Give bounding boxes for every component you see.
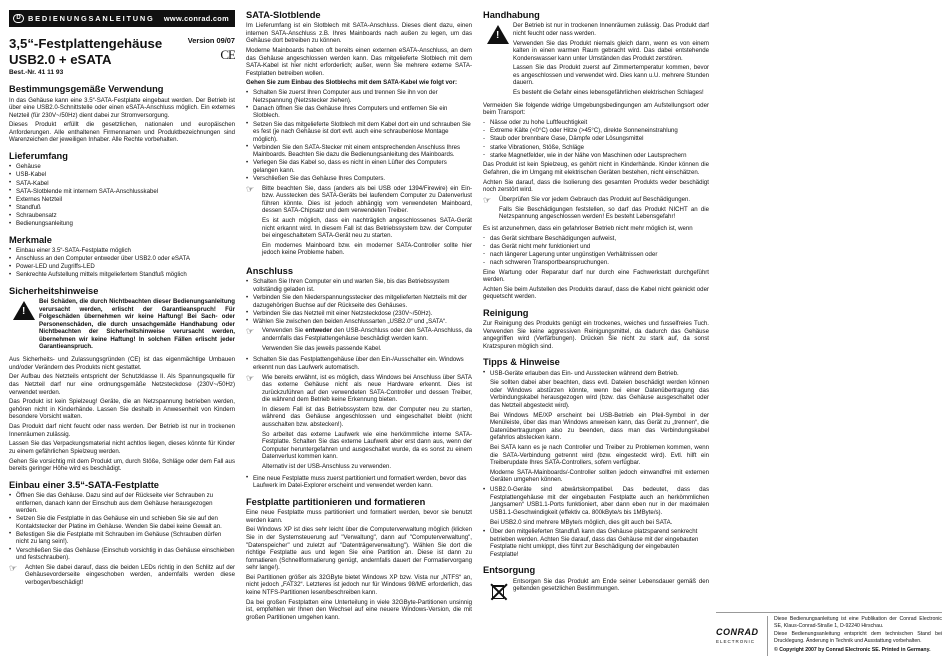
banner-title: BEDIENUNGSANLEITUNG (28, 13, 155, 23)
list-item: • SATA-Slotblende mit internem SATA-Anschlusskabel (9, 188, 235, 196)
safety-warning (9, 298, 235, 353)
heading-tips: Tipps & Hinweise (483, 357, 560, 368)
list-item: • Power-LED und Zugriffs-LED (9, 263, 235, 271)
note-text: Ein modernes Mainboard bzw. ein moderner SATA-Controller sollte hier jedoch keine Probleme haben. (262, 241, 472, 257)
list-item: • Externes Netzteil (9, 196, 235, 204)
list-item: • USB-Geräte erlauben das Ein- und Ausstecken während dem Betrieb. Sie sollten dabei aber beachten, dass evtl. Dateien beschädigt werden können oder Windows abstürzen könnte, wenn bei einer Datenübertragung das Verbindungskabel herausgezogen wird (bzw. das Gehäuse ausgeschaltet oder das Netzteil abgesteckt wird). Bei Windows ME/XP erscheint bei USB-Betrieb ein Pfeil-Symbol in der Menüleiste, über das man Windows anweisen kann, das Gerät zu „trennen“, die Datenübertragungen also zu beenden, dass man das Verbindungskabel gefahrlos abstecken kann. Bei SATA kann es je nach Controller und Treiber zu Problemen kommen, wenn die SATA-Verbindung getrennt wird (bzw. eingesteckt wird). Evtl. hilft ein Treiberupdate Ihres SATA-Controllers, sofern verfügbar. Moderne SATA-Mainboards/-Controller sollten jedoch einwandfrei mit externen Geräten umgehen können. (483, 370, 709, 484)
list-item: • Einbau einer 3.5“-SATA-Festplatte möglich (9, 247, 235, 255)
product-title-line2: USB2.0 + eSATA (9, 51, 112, 67)
list-item: • Standfuß (9, 204, 235, 212)
product-title-line1: 3,5“-Festplattengehäuse (9, 36, 163, 51)
list-item: • Verbinden Sie das Netzteil mit einer Netzsteckdose (230V~/50Hz). (246, 310, 472, 318)
danger-list (483, 235, 709, 267)
safety-warning-text: Bei Schäden, die durch Nichtbeachten dieser Bedienungsanleitung verursacht werden, erlischt der Garantieanspruch! Für Folgeschäden übernehmen wir keine Haftung! Bei Sach- oder Personenschäden, die durch unsachgemäße Handhabung oder Nichtbeachten der Sicherheitshinweise verursacht werden, übernehmen wir keine Haftung! In solchen Fällen erlischt jeder Garantieanspruch. (39, 298, 235, 351)
pointing-hand-icon: ☞ (483, 194, 492, 205)
paragraph: Lassen Sie das Produkt zuerst auf Zimmertemperatur kommen, bevor es angeschlossen und verwendet wird. Dies kann u.U. mehrere Stunden dauern. (513, 64, 709, 87)
note-text: Achten Sie dabei darauf, dass die beiden LEDs richtig in den Schlitz auf der Gehäusevorderseite eingeschoben werden, andernfalls werden diese verbogen/beschädigt! (25, 563, 235, 586)
note-text: So arbeitet das externe Laufwerk wie eine herkömmliche interne SATA-Festplatte. Schalten Sie das externe Laufwerk aber erst dann aus, wenn der Computer heruntergefahren und ausgeschaltet wurde, da es sonst zu einem Datenverlust kommen kann. (262, 430, 472, 461)
list-item: • Schalten Sie Ihren Computer ein und warten Sie, bis das Betriebssystem vollständig geladen ist. (246, 278, 472, 293)
installation-list (9, 492, 235, 562)
list-item: • SATA-Kabel (9, 180, 235, 188)
heading-features: Merkmale (9, 234, 52, 245)
paragraph: Der Betrieb ist nur in trockenen Innenräumen zulässig. Das Produkt darf nicht feucht oder nass werden. (513, 22, 709, 37)
list-item: • Bedienungsanleitung (9, 220, 235, 228)
list-item: - starke Vibrationen, Stöße, Schläge (483, 144, 709, 152)
heading-handling: Handhabung (483, 10, 540, 20)
paragraph: In das Gehäuse kann eine 3.5“-SATA-Festplatte eingebaut werden. Der Betrieb ist über eine USB2.0-Schnittstelle oder einen eSATA-Anschluss möglich. Ein externes Netzteil (für 230V~/50Hz) dient dabei zur Stromversorgung. (9, 96, 235, 119)
heading-safety: Sicherheitshinweise (9, 285, 99, 296)
list-item: • USB-Kabel (9, 171, 235, 179)
paragraph: Gehen Sie zum Einbau des Slotblechs mit dem SATA-Kabel wie folgt vor: (246, 79, 458, 87)
environment-list (483, 119, 709, 159)
footer-text: Diese Bedienungsanleitung ist eine Publikation der Conrad Electronic SE, Klaus-Conrad-Straße 1, D-92240 Hirschau. (774, 616, 942, 629)
paragraph: Eine neue Festplatte muss partitioniert und formatiert werden, bevor sie benutzt werden kann. (246, 509, 472, 524)
ce-mark-icon: CE (220, 47, 235, 63)
heading-sata-slot: SATA-Slotblende (246, 10, 321, 20)
heading-partition: Festplatte partitionieren und formatieren (246, 496, 426, 507)
paragraph: Eine Wartung oder Reparatur darf nur durch eine Fachwerkstatt durchgeführt werden. (483, 268, 709, 284)
paragraph: Aus Sicherheits- und Zulassungsgründen (CE) ist das eigenmächtige Umbauen und/oder Verändern des Produkts nicht gestattet. (9, 356, 235, 371)
list-item: • Anschluss an den Computer entweder über USB2.0 oder eSATA (9, 255, 235, 263)
list-item: • Wählen Sie zwischen den beiden Anschlussarten „USB2.0“ und „SATA“. (246, 318, 472, 326)
heading-intended-use: Bestimmungsgemäße Verwendung (9, 84, 164, 95)
paragraph: Das Produkt ist kein Spielzeug, es gehört nicht in Kinderhände. Kinder können die Gefahren, die im Umgang mit elektrischen Geräten bestehen, nicht einschätzen. (483, 161, 709, 176)
note-text: Verwenden Sie entweder den USB-Anschluss oder den SATA-Anschluss, da andernfalls das Festplattengehäuse beschädigt werden kann. (262, 327, 472, 342)
title-block (9, 36, 235, 77)
disposal-block (483, 578, 709, 603)
list-item: • Schraubensatz (9, 212, 235, 220)
paragraph: Es besteht die Gefahr eines lebensgefährlichen elektrischen Schlages! (513, 89, 704, 97)
tips-list (483, 370, 709, 559)
features-list (9, 247, 235, 279)
list-item: • Senkrechte Aufstellung mittels mitgeliefertem Standfuß möglich (9, 271, 235, 279)
list-item: • Verbinden Sie den SATA-Stecker mit einem entsprechenden Anschluss Ihres Mainboards. Beachten Sie dazu die Bedienungsanleitung des Mainboards. (246, 144, 472, 159)
pointing-hand-icon: ☞ (246, 326, 255, 337)
heading-connection: Anschluss (246, 266, 294, 277)
note-text: Überprüfen Sie vor jedem Gebrauch das Produkt auf Beschädigungen. (499, 195, 691, 203)
heading-installation: Einbau einer 3.5“-SATA-Festplatte (9, 479, 159, 490)
list-item: - Nässe oder zu hohe Luftfeuchtigkeit (483, 119, 709, 127)
paragraph: Es ist anzunehmen, dass ein gefahrloser Betrieb nicht mehr möglich ist, wenn (483, 224, 693, 232)
list-item: • Eine neue Festplatte muss zuerst partitioniert und formatiert werden, bevor das Laufwerk im Datei-Explorer erscheint und verwendet werden kann. (246, 475, 472, 490)
heading-disposal: Entsorgung (483, 565, 536, 576)
note-text: In diesem Fall ist das Betriebssystem bzw. der Computer neu zu starten, während das Gehäuse angeschlossen und eingeschaltet bleibt (nicht ausschalten bzw. abstecken!). (262, 405, 472, 429)
banner-url[interactable]: www.conrad.com (163, 13, 229, 23)
connection-list-2 (246, 356, 472, 371)
list-item: • Öffnen Sie das Gehäuse. Dazu sind auf der Rückseite vier Schrauben zu entfernen, danach kann der Einschub aus dem Gehäuse herausgezogen werden. (9, 492, 235, 515)
paragraph: Bei Windows XP ist dies sehr leicht über die Computerverwaltung möglich (klicken Sie in der Systemsteuerung auf "Verwaltung", dann auf "Computerverwaltung", "Datenspeicher" und zuletzt auf "Datenträgerverwaltung"). Wählen Sie dort die richtige Festplatte aus und legen Sie eine Partition an. Diese ist dann zu formatieren (Schnellformatierung genügt, andernfalls dauert der Formatiervorgang sehr lange!). (246, 526, 472, 572)
paragraph: Gehen Sie vorsichtig mit dem Produkt um, durch Stöße, Schläge oder dem Fall aus bereits geringer Höhe wird es beschädigt. (9, 457, 235, 473)
list-item: • Schalten Sie zuerst Ihren Computer aus und trennen Sie ihn von der Netzspannung (Netzstecker ziehen). (246, 89, 472, 104)
header-banner (9, 10, 235, 27)
paragraph: Dieses Produkt erfüllt die gesetzlichen, nationalen und europäischen Anforderungen. Alle enthaltenen Firmennamen und Produktbezeichnungen sind Warenzeichen der jeweiligen Inhaber. Alle Rechte vorbehalten. (9, 121, 235, 144)
list-item: • Danach öffnen Sie das Gehäuse Ihres Computers und entfernen Sie ein Slotblech. (246, 105, 472, 120)
paragraph: Da bei großen Festplatten eine Unterteilung in viele 32GByte-Partitionen unsinnig ist, empfehlen wir Ihnen den Wechsel auf eine neuere Windows-Version, die mit großen Partitionen umgehen kann. (246, 598, 472, 621)
list-item: • Über den mitgelieferten Standfuß kann das Gehäuse platzsparend senkrecht betrieben werden. Achten Sie darauf, dass das Gehäuse mit der eingebauten Festplatte nicht umkippt, dies führt zur Beschädigung der eingebauten Festplatte! (483, 528, 709, 558)
list-item: • Setzen Sie das mitgelieferte Slotblech mit dem Kabel dort ein und schrauben Sie es fest (je nach Gehäuse ist dort evtl. auch eine schraubenlose Montage möglich). (246, 121, 472, 144)
list-item: • Schalten Sie das Festplattengehäuse über den Ein-/Ausschalter ein. Windows erkennt nun das Laufwerk automatisch. (246, 356, 472, 371)
install-note (9, 564, 235, 589)
list-item: - nach schweren Transportbeanspruchungen. (483, 259, 709, 267)
footer-text: Diese Bedienungsanleitung entspricht dem technischen Stand bei Drucklegung. Änderung in Technik und Ausstattung vorbehalten. (774, 631, 942, 644)
note-text: Es ist auch möglich, dass ein nachträglich angeschlossenes SATA-Gerät nicht erkannt wird. In diesem Fall ist das Betriebssystem bzw. der Computer bei eingeschaltetem SATA-Gerät neu zu starten. (262, 217, 472, 240)
list-item: • Gehäuse (9, 163, 235, 171)
heading-cleaning: Reinigung (483, 307, 529, 318)
column-3 (483, 10, 709, 606)
pointing-hand-icon: ☞ (246, 372, 255, 383)
paragraph: Achten Sie beim Aufstellen des Produkts darauf, dass die Kabel nicht geknickt oder gequetscht werden. (483, 285, 709, 301)
column-1 (9, 10, 235, 591)
pointing-hand-icon: ☞ (246, 183, 255, 194)
column-2 (246, 10, 472, 624)
copyright: © Copyright 2007 by Conrad Electronic SE. Printed in Germany. (774, 647, 931, 653)
warning-triangle-icon (13, 301, 35, 320)
order-number: Best.-Nr. 41 11 93 (9, 69, 64, 77)
publisher-footer (716, 612, 942, 656)
pointing-hand-icon: ☞ (9, 562, 18, 573)
list-item: • Verbinden Sie den Niederspannungsstecker des mitgelieferten Netzteils mit der dazugehörigen Buchse auf der Rückseite des Gehäuses. (246, 294, 472, 309)
note-text: Verwenden Sie das jeweils passende Kabel. (262, 344, 382, 352)
paragraph: Verwenden Sie das Produkt niemals gleich dann, wenn es von einem kalten in einen warmen Raum gebracht wird. Das dabei entstehende Kondenswasser kann unter Umständen das Produkt zerstören. (513, 39, 709, 62)
list-item: • Setzen Sie die Festplatte in das Gehäuse ein und schieben Sie sie auf den Kontaktstecker der Platine im Gehäuse. Wenden Sie dabei keine Gewalt an. (9, 515, 235, 530)
paragraph: Moderne Mainboards haben oft bereits einen externen eSATA-Anschluss, an dem das Gehäuse angeschlossen werden kann. Das mitgelieferte Slotblech mit dem SATA-Kabel ist hier nicht erforderlich; außer, wenn Sie mehrere externe SATA-Festplatten betreiben wollen. (246, 47, 472, 77)
paragraph: Zur Reinigung des Produkts genügt ein trockenes, weiches und fusselfreies Tuch. Verwenden Sie keine aggressiven Reinigungsmittel, da dadurch das Gehäuse angegriffen wird (Verfärbungen). Drücken Sie nicht zu stark auf, da sonst Kratzspuren möglich sind. (483, 320, 709, 350)
note-text: Bitte beachten Sie, dass (anders als bei USB oder 1394/Firewire) ein Ein- bzw. Ausstecken des SATA-Geräts bei laufendem Computer zu Datenverlust führen könnte. Dies ist jedoch abhängig vom verwendeten Mainboard, dessen SATA-Chipsatz und dem verwendeten Treiber. (262, 184, 472, 215)
handling-warning (483, 22, 709, 99)
heading-delivery: Lieferumfang (9, 151, 68, 162)
paragraph: Vermeiden Sie folgende widrige Umgebungsbedingungen am Aufstellungsort oder beim Transport: (483, 101, 709, 117)
paragraph: Lassen Sie das Verpackungsmaterial nicht achtlos liegen, dieses könnte für Kinder zu einem gefährlichen Spielzeug werden. (9, 440, 235, 455)
conrad-logo: CONRAD ELECTRONIC (716, 616, 768, 656)
crossed-bin-icon (488, 581, 508, 603)
paragraph: Der Aufbau des Netzteils entspricht der Schutzklasse II. Als Spannungsquelle für das Netzteil darf nur eine ordnungsgemäße Netzsteckdose (230V~/50Hz) verwendet werden. (9, 373, 235, 396)
list-item: - Extreme Kälte (<0°C) oder Hitze (>45°C), direkte Sonneneinstrahlung (483, 127, 709, 135)
paragraph: Achten Sie darauf, dass die Isolierung des gesamten Produkts weder beschädigt noch zerstört wird. (483, 178, 709, 194)
language-badge: D (13, 14, 24, 23)
list-item: • Verschließen Sie das Gehäuse (Einschub vorsichtig in das Gehäuse einschieben und festschrauben). (9, 547, 235, 562)
disposal-text: Entsorgen Sie das Produkt am Ende seiner Lebensdauer gemäß den geltenden gesetzlichen Bestimmungen. (513, 577, 709, 593)
list-item: - starke Magnetfelder, wie in der Nähe von Maschinen oder Lautsprechern (483, 152, 709, 160)
slot-note (246, 185, 472, 259)
paragraph: Das Produkt ist kein Spielzeug! Geräte, die an Netzspannung betrieben werden, gehören nicht in Kinderhände. Lassen Sie deshalb in Anwesenheit von Kindern besondere Vorsicht walten. (9, 398, 235, 421)
connection-note (246, 327, 472, 354)
slot-steps-list (246, 89, 472, 183)
warning-triangle-icon (487, 25, 509, 44)
delivery-list (9, 163, 235, 228)
list-item: • Verschließen Sie das Gehäuse Ihres Computers. (246, 175, 472, 183)
paragraph: Bei Partitionen größer als 32GByte bietet Windows XP bzw. Vista nur „NTFS“ an, nicht jedoch „FAT32“. Letzteres ist jedoch nur für Windows 98/ME erforderlich, das keine NTFS-Partitionen lesen/beschreiben kann. (246, 573, 472, 597)
list-item: • Befestigen Sie die Festplatte mit Schrauben im Gehäuse (Schrauben dürfen nicht zu lang sein!). (9, 531, 235, 546)
list-item: - Staub oder brennbare Gase, Dämpfe oder Lösungsmittel (483, 135, 709, 143)
connection-list (246, 278, 472, 325)
note-text: Wie bereits erwähnt, ist es möglich, dass Windows bei Anschluss über SATA das externe Gehäuse nicht als neue Hardware erkennt. Dies ist zurückzuführen auf den verwendeten SATA-Controller und dessen Treiber, die während dem Betrieb keine Erkennung bieten. (262, 373, 472, 404)
handling-note (483, 196, 709, 223)
list-item: - nach längerer Lagerung unter ungünstigen Verhältnissen oder (483, 251, 709, 259)
sata-note (246, 374, 472, 473)
connection-list-3 (246, 475, 472, 490)
list-item: • USB2.0-Geräte sind abwärtskompatibel. Das bedeutet, dass das Festplattengehäuse mit der eingebauten Festplatte auch an herkömmlichen „langsamen“ USB1.1-Ports funktioniert, aber dann eben nur in der maximalen USB1.1-Geschwindigkeit (effektiv ca. 800kByte/s bis 1MByte/s). Bei USB2.0 sind mehrere MByte/s möglich, dies gilt auch bei SATA. (483, 486, 709, 526)
note-text: Alternativ ist der USB-Anschluss zu verwenden. (262, 463, 392, 471)
list-item: - das Gerät sichtbare Beschädigungen aufweist, (483, 235, 709, 243)
paragraph: Im Lieferumfang ist ein Slotblech mit SATA-Anschluss. Dieses dient dazu, einen internen SATA-Anschluss z.B. Ihres Mainboards nach außen zu legen, um das Gehäuse dort betreiben zu können. (246, 22, 472, 45)
list-item: • Verlegen Sie das Kabel so, dass es nicht in einen Lüfter des Computers gelangen kann. (246, 159, 472, 174)
list-item: - das Gerät nicht mehr funktioniert und (483, 243, 709, 251)
note-text: Falls Sie Beschädigungen feststellen, so darf das Produkt NICHT an die Netzspannung angeschlossen werden! Es besteht Lebensgefahr! (499, 205, 709, 221)
version-label: Version 09/07 (187, 36, 235, 45)
paragraph: Das Produkt darf nicht feucht oder nass werden. Der Betrieb ist nur in trockenen Innenräumen zulässig. (9, 423, 235, 438)
